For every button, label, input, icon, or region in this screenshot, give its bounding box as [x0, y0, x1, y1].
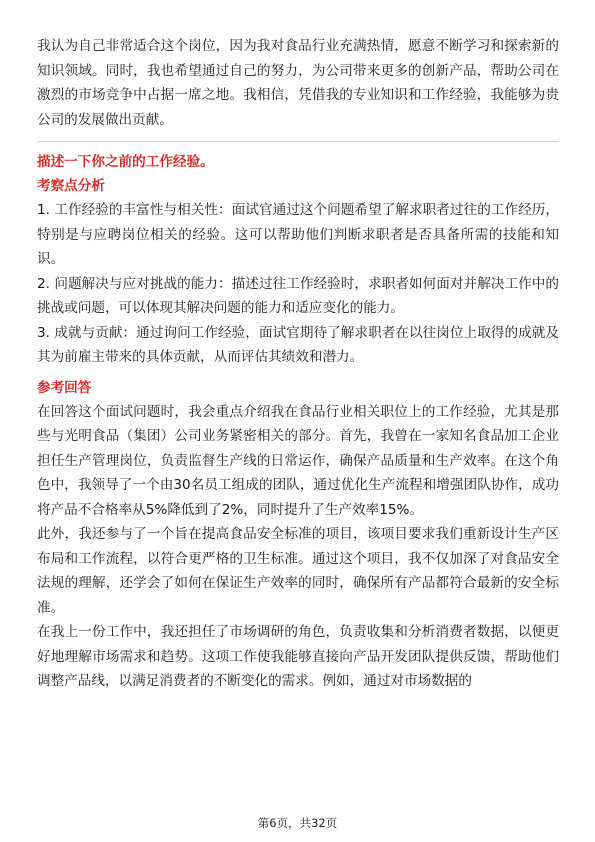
- page-footer: [0, 815, 595, 831]
- page-indicator: 第6页，共32页: [257, 816, 338, 830]
- section-divider: [37, 141, 559, 142]
- analysis-label: 考察点分析: [37, 178, 105, 194]
- answer-paragraph: 在我上一份工作中，我还担任了市场调研的角色，负责收集和分析消费者数据，以便更好地理解市场需求和趋势。这项工作使我能够直接向产品开发团队提供反馈，帮助他们调整产品线，以满足消费者的不断变化的需求。例如，通过对市场数据的: [37, 624, 559, 689]
- intro-paragraph: 我认为自己非常适合这个岗位，因为我对食品行业充满热情，愿意不断学习和探索新的知识领域。同时，我也希望通过自己的努力，为公司带来更多的创新产品，帮助公司在激烈的市场竞争中占据一席之地。我相信，凭借我的专业知识和工作经验，我能够为贵公司的发展做出贡献。: [37, 38, 559, 128]
- question-heading: 描述一下你之前的工作经验。: [37, 154, 214, 170]
- answer-paragraph: 此外，我还参与了一个旨在提高食品安全标准的项目，该项目要求我们重新设计生产区布局和工作流程，以符合更严格的卫生标准。通过这个项目，我不仅加深了对食品安全法规的理解，还学会了如何在保证生产效率的同时，确保所有产品都符合最新的安全标准。: [37, 526, 559, 616]
- answer-label: 参考回答: [37, 379, 92, 396]
- document-page: [37, 34, 559, 694]
- analysis-point: 1. 工作经验的丰富性与相关性：面试官通过这个问题希望了解求职者过往的工作经历，特别是与应聘岗位相关的经验。这可以帮助他们判断求职者是否具备所需的技能和知识。: [37, 202, 559, 267]
- answer-paragraph: 在回答这个面试问题时，我会重点介绍我在食品行业相关职位上的工作经验，尤其是那些与光明食品（集团）公司业务紧密相关的部分。首先，我曾在一家知名食品加工企业担任生产管理岗位，负责监督生产线的日常运作，确保产品质量和生产效率。在这个角色中，我领导了一个由30名员工组成的团队，通过优化生产流程和增强团队协作，成功将产品不合格率从5%降低到了2%，同时提升了生产效率15%。: [37, 403, 559, 518]
- analysis-point: 3. 成就与贡献：通过询问工作经验，面试官期待了解求职者在以往岗位上取得的成就及其为前雇主带来的具体贡献，从而评估其绩效和潜力。: [37, 324, 559, 365]
- analysis-point: 2. 问题解决与应对挑战的能力：描述过往工作经验时，求职者如何面对并解决工作中的挑战或问题，可以体现其解决问题的能力和适应变化的能力。: [37, 275, 559, 316]
